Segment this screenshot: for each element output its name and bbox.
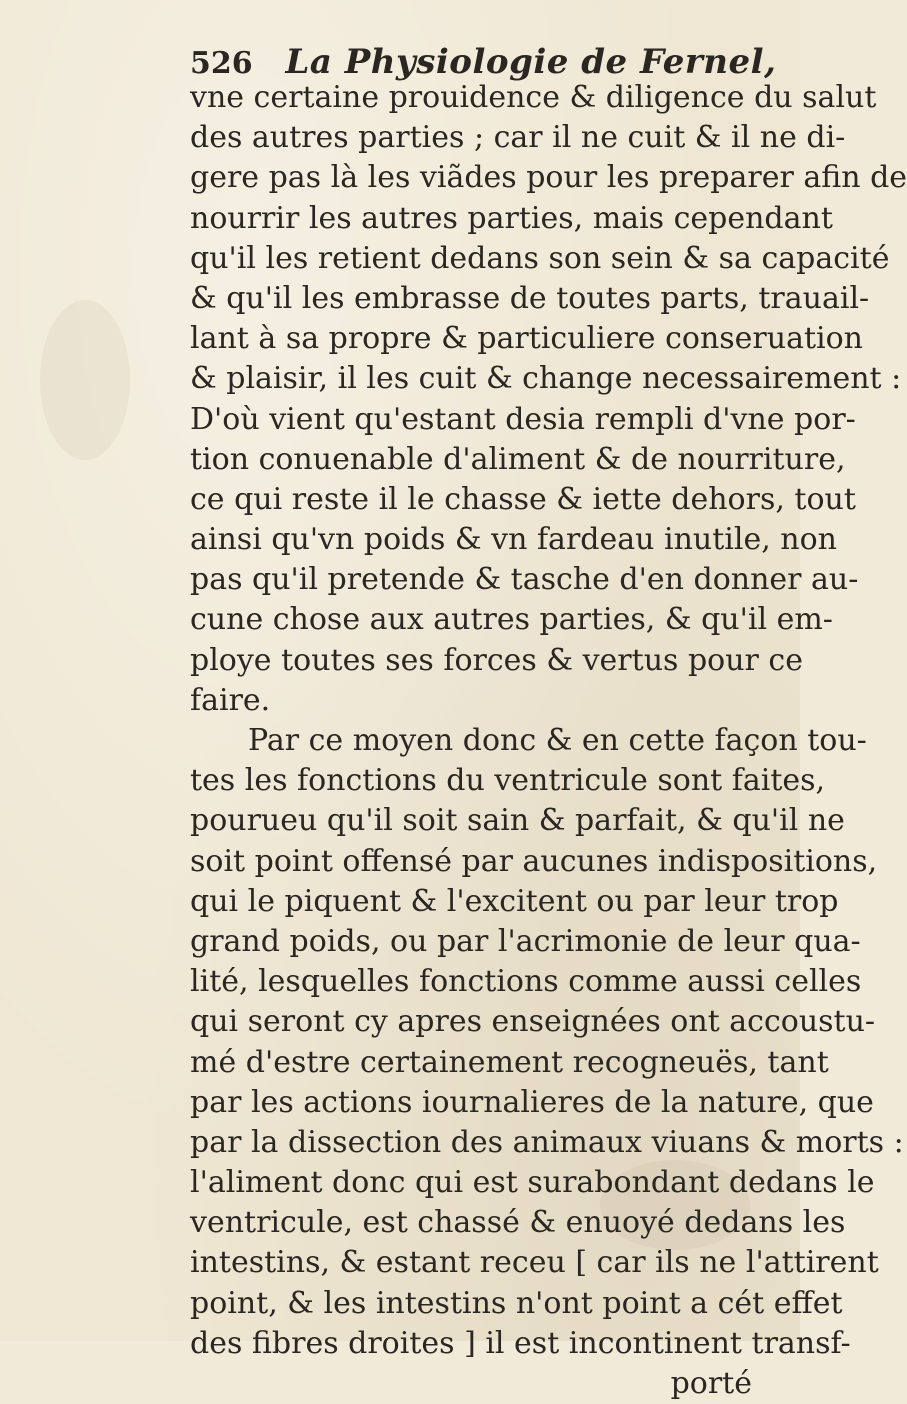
text-line: lité, lesquelles fonctions comme aussi celles bbox=[190, 964, 862, 1000]
text-line: qui seront cy apres enseignées ont accoustu- bbox=[190, 1004, 876, 1040]
text-line: qui le piquent & l'excitent ou par leur trop bbox=[190, 883, 839, 919]
text-line: ce qui reste il le chasse & iette dehors, tout bbox=[190, 481, 856, 517]
text-line: tion conuenable d'aliment & de nourriture, bbox=[190, 441, 846, 477]
text-line: gere pas là les viãdes pour les preparer afin de bbox=[190, 160, 907, 196]
text-line: des autres parties ; car il ne cuit & il ne di- bbox=[190, 120, 846, 156]
text-line: nourrir les autres parties, mais cependant bbox=[190, 200, 833, 236]
text-line: mé d'estre certainement recogneuës, tant bbox=[190, 1044, 829, 1080]
text-line: l'aliment donc qui est surabondant dedans le bbox=[190, 1165, 875, 1201]
text-line: ventricule, est chassé & enuoyé dedans les bbox=[190, 1205, 846, 1241]
text-line: pas qu'il pretende & tasche d'en donner au- bbox=[190, 562, 859, 598]
text-line: faire. bbox=[190, 682, 271, 718]
paragraph-start-line: Par ce moyen donc & en cette façon tou- bbox=[248, 723, 867, 758]
text-line: lant à sa propre & particuliere conseruation bbox=[190, 321, 864, 357]
text-line: vne certaine prouidence & diligence du salut bbox=[190, 80, 877, 115]
text-line: tes les fonctions du ventricule sont faites, bbox=[190, 763, 826, 799]
text-line: qu'il les retient dedans son sein & sa capacité bbox=[190, 240, 890, 276]
paper-stain bbox=[40, 300, 130, 460]
text-line: des fibres droites ] il est incontinent transf- bbox=[190, 1325, 851, 1361]
text-line: cune chose aux autres parties, & qu'il em- bbox=[190, 602, 833, 638]
catchword: porté bbox=[670, 1366, 752, 1401]
text-line: par les actions iournalieres de la nature, que bbox=[190, 1084, 874, 1120]
text-line: grand poids, ou par l'acrimonie de leur qua- bbox=[190, 923, 861, 959]
text-line: soit point offensé par aucunes indispositions, bbox=[190, 843, 878, 879]
body-text bbox=[190, 78, 907, 1404]
text-line: pourueu qu'il soit sain & parfait, & qu'il ne bbox=[190, 803, 845, 839]
text-line: point, & les intestins n'ont point a cét effet bbox=[190, 1285, 843, 1321]
text-line: & qu'il les embrasse de toutes parts, trauail- bbox=[190, 280, 870, 316]
text-line: & plaisir, il les cuit & change necessairement : bbox=[190, 361, 902, 397]
text-line: par la dissection des animaux viuans & morts : bbox=[190, 1124, 904, 1160]
text-line: D'où vient qu'estant desia rempli d'vne por- bbox=[190, 401, 856, 437]
running-title: La Physiologie de Fernel, bbox=[285, 42, 777, 82]
page-number: 526 bbox=[190, 46, 253, 81]
text-line: ainsi qu'vn poids & vn fardeau inutile, non bbox=[190, 522, 837, 558]
text-line: intestins, & estant receu [ car ils ne l'attirent bbox=[190, 1245, 879, 1281]
text-line: ploye toutes ses forces & vertus pour ce bbox=[190, 642, 803, 678]
